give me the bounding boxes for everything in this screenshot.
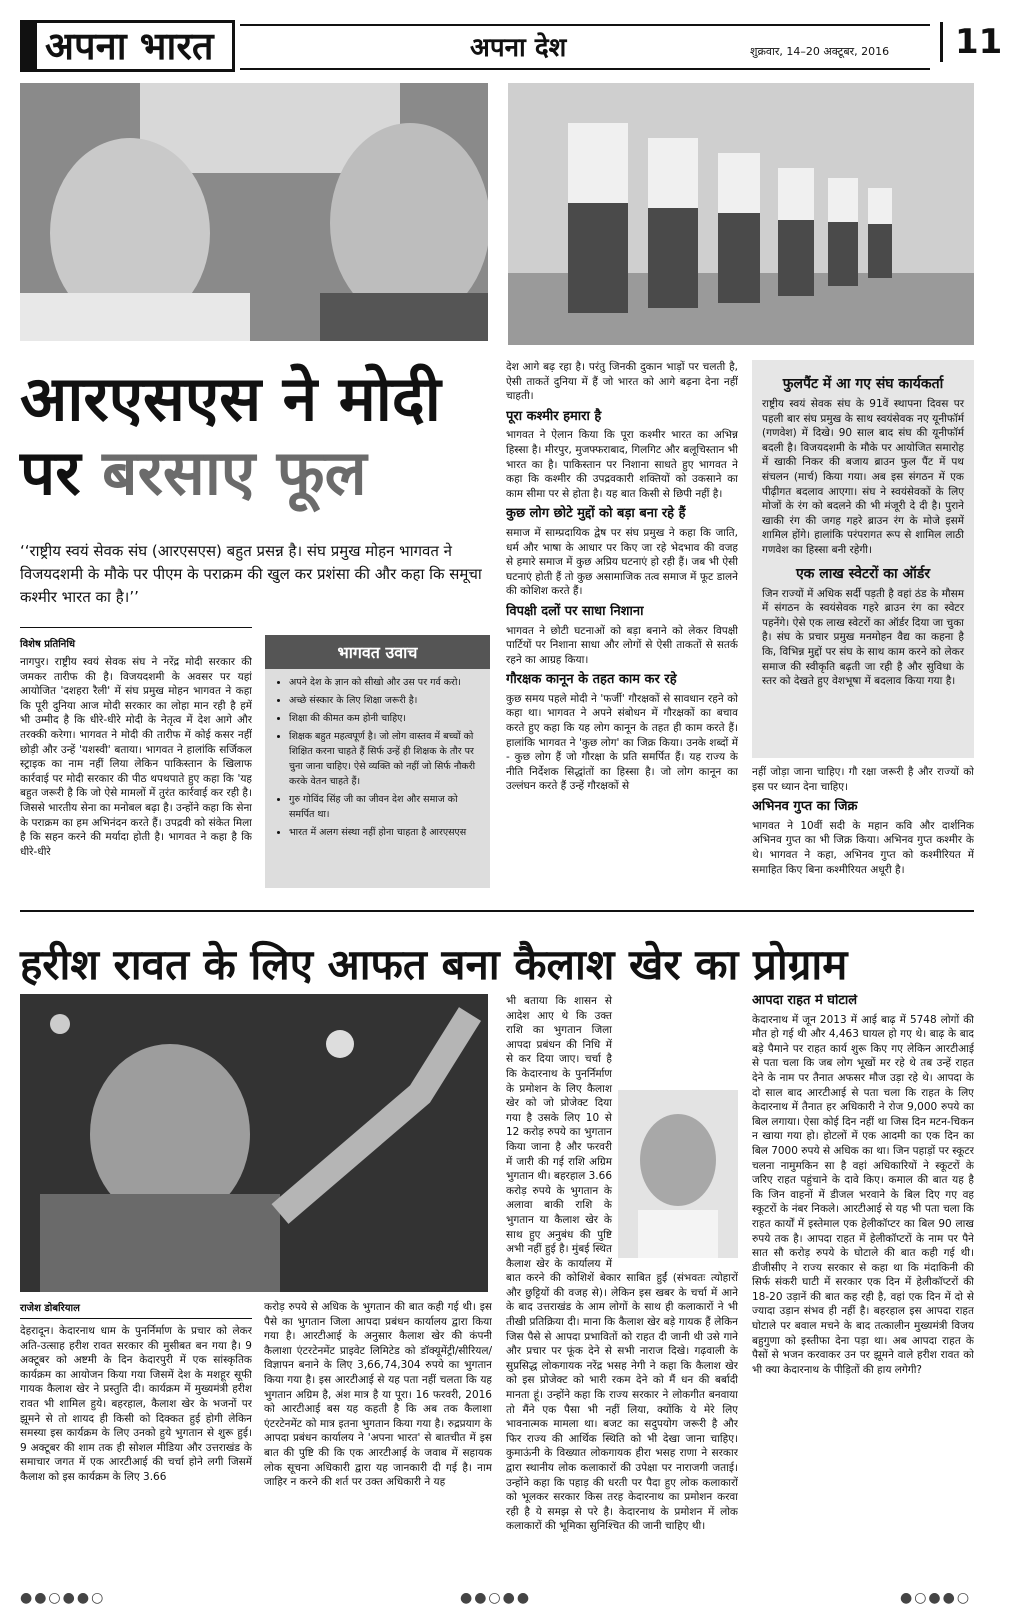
story1-col2 [506, 360, 738, 890]
relief-scam-text: केदारनाथ में जून 2013 में आई बाढ़ में 5748 लोगों की मौत हो गई थी और 4,463 घायल हो गए थे। बाढ़ के बाद बड़े पैमाने पर राहत कार्य शुरू किए गए लेकिन आरटीआई से पता चला कि जब लोग भूखों मर रहे थे तब उन्हें राहत देने के नाम पर तैनात अफसर मौज उड़ा रहे थे। आपदा के दो साल बाद आरटीआई से पता चला कि राहत के लिए केदारनाथ में तैनात हर अधिकारी ने रोज 9,000 रुपये का बिल लगाया। ऐसा कोई दिन नहीं था जिस दिन मटन-चिकन न खाया गया हो। होटलों में एक आदमी का एक दिन का बिल 7000 रुपये से अधिक का था। जिन पहाड़ों पर स्कूटर चलना नामुमकिन सा है वहां अधिकारियों ने स्कूटरों के जरिए राहत पहुंचाने के दावे किए। कमाल की बात यह है कि जिन वाहनों में डीजल भरवाने के बिल दिए गए वह स्कूटरों के नंबर निकले। आरटीआई से यह भी पता चला कि राहत कार्यों में इस्तेमाल एक हेलीकॉप्टर का बिल 90 लाख रुपये तक है। आपदा राहत में हेलीकॉप्टरों के नाम पर पैने सात सौ करोड़ रुपये के घोटाले की बात कही गई थी। डीजीसीए ने राज्य सरकार से कहा था कि मंदाकिनी की सिर्फ संकरी घाटी में सरकार एक दिन में हेलीकॉप्टरों की 18-20 उड़ानें की बात कह रही है, वहां एक दिन में दो से ज्यादा उड़ान संभव ही नहीं है। बहरहाल इस आपदा राहत घोटाले पर बवाल मचने के बाद तत्कालीन मुख्यमंत्री विजय बहुगुणा को इस्तीफा देना पड़ा था। अब आपदा राहत के पैसों से भजन करवाकर उन पर झूमने वाले हरीश रावत को भी क्या केदारनाथ के पीड़ितों की हाय लगेगी? [752, 1013, 974, 1376]
page-number: 11 [940, 22, 1002, 62]
story2-headline: हरीश रावत के लिए आफत बना कैलाश खेर का प्रोग्राम [20, 940, 848, 989]
sidebar-title-uniform: फुलपैंट में आ गए संघ कार्यकर्ता [782, 376, 944, 392]
story1-col1: नागपुर। राष्ट्रीय स्वयं सेवक संघ ने नरेंद्र मोदी सरकार की जमकर तारीफ की है। विजयदशमी के अवसर पर यहां आयोजित 'दशहरा रैली' में संघ प्रमुख मोहन भागवत ने कहा कि पूरी दुनिया आज मोदी सरकार का लोहा मान रही है हमें भी उम्मीद है कि धीरे-धीरे मोदी के नेतृत्व में देश आगे और तरक्की करेगा। भागवत ने मोदी की तारीफ में कोई कसर नहीं छोड़ी और उन्हें 'यशस्वी' बताया। भागवत ने हालांकि सर्जिकल स्ट्राइक का नाम नहीं लिया लेकिन पाकिस्तान के खिलाफ कार्रवाई पर मोदी सरकार की पीठ थपथपाते हुए कहा कि 'यह बहुत जरूरी है कि जो ऐसे मामलों में तुरंत कार्रवाई कर रही है। जिससे भारतीय सेना का मनोबल बढ़ा है। उन्होंने कहा कि सेना के पराक्रम का हम अभिनंदन करते हैं। उपद्रवी को संकेत मिला है कि सहन करने की मर्यादा होती है। भागवत ने कहा है कि धीरे-धीरे [20, 656, 252, 858]
masthead-center-title: अपना देश [470, 33, 567, 63]
opposition-text: भागवत ने छोटी घटनाओं को बड़ा बनाने को लेकर विपक्षी पार्टियों पर निशाना साधा और लोगों से ऐसी ताकतों से सतर्क रहने का आग्रह किया। [506, 624, 738, 666]
story1-col2-intro: देश आगे बढ़ रहा है। परंतु जिनकी दुकान भाड़ों पर चलती है, ऐसी ताकतें दुनिया में हैं जो भारत को आगे बढ़ना देना नहीं चाहती। [506, 361, 738, 403]
photo-march [508, 83, 974, 345]
masthead-rule-bottom [240, 68, 930, 70]
quote-item: • शिक्षा की कीमत कम होनी चाहिए। [289, 711, 482, 726]
quote-list [265, 675, 490, 840]
story1-headline-line1: आरएसएस ने मोदी [20, 362, 441, 435]
issue-date: शुक्रवार, 14–20 अक्टूबर, 2016 [750, 45, 890, 58]
quote-box [265, 635, 490, 888]
story1-headline-part-b: बरसाए फूल [102, 436, 367, 509]
photo-march-image [508, 83, 974, 345]
story1-headline-line2 [20, 436, 441, 510]
footer-dots-right: ●○●●○ [900, 1590, 972, 1606]
subhead-abhinav: अभिनव गुप्त का जिक्र [752, 799, 858, 815]
story1-deck: ‘‘राष्ट्रीय स्वयं सेवक संघ (आरएसएस) बहुत प्रसन्न है। संघ प्रमुख मोहन भागवत ने विजयदशमी के मौके पर पीएम के पराक्रम की खुल कर प्रशंसा की और कहा कि समूचा कश्मीर भारत का है।’’ [20, 542, 482, 606]
story1-headline-part-a: पर [20, 436, 103, 509]
story2-col1: देहरादून। केदारनाथ धाम के पुनर्निर्माण के प्रचार को लेकर अति-उत्साह हरीश रावत सरकार की मुसीबत बन गया है। 9 अक्टूबर को अष्टमी के दिन केदारपुरी में एक सांस्कृतिक कार्यक्रम का आयोजन किया गया जिसमें देश के मशहूर सूफी गायक कैलाश खेर ने प्रस्तुति दी। कार्यक्रम में मुख्यमंत्री हरीश रावत भी शामिल हुये। बहरहाल, कैलाश खेर के भजनों पर झूमने से तो शायद ही किसी को दिक्कत हुई होगी लेकिन समस्या इस कार्यक्रम के लिए उनको हुये भुगतान से शुरू हुई। 9 अक्टूबर की शाम तक ही सोशल मीडिया और उत्तराखंड के समाचार जगत में एक आरटीआई की चर्चा होने लगी जिसमें कैलाश को इस कार्यक्रम के लिए 3.66 [20, 1325, 252, 1483]
subhead-opposition: विपक्षी दलों पर साधा निशाना [506, 603, 644, 619]
quote-item: • गुरु गोविंद सिंह जी का जीवन देश और समाज को समर्पित था। [289, 792, 482, 822]
photo-politician-image [618, 1090, 738, 1258]
sidebar-text-sweaters: जिन राज्यों में अधिक सर्दी पड़ती है वहां ठंड के मौसम में संगठन के स्वयंसेवक गहरे ब्राउन रंग का स्वेटर पहनेंगे। ऐसे एक लाख स्वेटरों का ऑर्डर दिया जा चुका है। संघ के प्रचार प्रमुख मनमोहन वैद्य का कहना है कि, विभिन्न मुद्दों पर संघ के साथ काम करने को लेकर समाज की स्वीकृति बढ़ती जा रही है और सुविधा के स्तर को देखते हुए वेशभूषा में बदलाव किया गया है। [762, 587, 964, 688]
story1-col3 [752, 765, 974, 890]
section-divider [20, 910, 974, 912]
story2-col2: करोड़ रुपये से अधिक के भुगतान की बात कही गई थी। इस पैसे का भुगतान जिला आपदा प्रबंधन कार्यालय द्वारा किया गया है। आरटीआई के अनुसार कैलाश खेर की कंपनी कैलाशा एंटरटेनमेंट प्राइवेट लिमिटेड को डॉक्यूमेंट्री/सीरियल/विज्ञापन बनाने के लिए 3,66,74,304 रुपये का भुगतान किया गया है। इस आरटीआई से यह पता नहीं चलता कि यह भुगतान अग्रिम है, अंश मात्र है या पूरा। 16 फरवरी, 2016 को आरटीआई बस यह कहती है कि अब तक कैलाशा एंटरटेनमेंट को मात्र इतना भुगतान किया गया है। रुद्रप्रयाग के आपदा प्रबंधन कार्यालय ने 'अपना भारत' से बातचीत में इस बात की पुष्टि की कि एक आरटीआई के जवाब में सहायक लोक सूचना अधिकारी द्वारा यह जानकारी दी गई है। नाम जाहिर न करने की शर्त पर उक्त अधिकारी ने यह [264, 1301, 492, 1489]
photo-leaders-image [20, 83, 488, 341]
photo-singer [20, 994, 488, 1292]
subhead-relief-scam: आपदा राहत में घोटाले [752, 994, 858, 1008]
quote-box-title: भागवत उवाच [265, 635, 490, 669]
section-title: अपना भारत [20, 20, 235, 72]
story2-col3-text: भी बताया कि शासन से आदेश आए थे कि उक्त राशि का भुगतान जिला आपदा प्रबंधन की निधि में से कर दिया जाए। चर्चा है कि केदारनाथ के पुनर्निर्माण के प्रमोशन के लिए कैलाश खेर को जो प्रोजेक्ट दिया गया है उसके लिए 10 से 12 करोड़ रुपये का भुगतान किया जाना है और फरवरी में जारी की गई राशि अग्रिम भुगतान थी। बहरहाल 3.66 करोड़ रुपये के भुगतान के अलावा बाकी राशि के भुगतान या कैलाश खेर के साथ हुए अनुबंध की पुष्टि अभी नहीं हुई है। मुंबई स्थित कैलाश खेर के कार्यालय में बात करने की कोशिशें बेकार साबित हुईं (संभवतः त्योहारों और छुट्टियों की वजह से)। लेकिन इस खबर के चर्चा में आने के बाद उत्तराखंड के आम लोगों के साथ ही कलाकारों ने भी तीखी प्रतिक्रिया दी। माना कि कैलाश खेर बड़े गायक हैं लेकिन जिस पैसे से आपदा प्रभावितों को राहत दी जानी थी उसे गाने और प्रचार पर फूंक देने से सभी नाराज दिखे। गढ़वाली के सुप्रसिद्ध लोकगायक नरेंद्र भसह नेगी ने कहा कि कैलाश खेर को इस प्रोजेक्ट को भारी रकम देने को मैं धन की बर्बादी मानता हूं। उन्होंने कहा कि राज्य सरकार ने लोकगीत बनवाया तो मैंने एक पैसा भी नहीं लिया, क्योंकि ये मेरे लिए भावनात्मक मामला था। बजट का सदुपयोग जरूरी है और फिर राज्य की आर्थिक स्थिति को भी देखा जाना चाहिए। कुमाऊंनी के विख्यात लोकगायक हीरा भसह राणा ने सरकार द्वारा स्थानीय लोक कलाकारों की उपेक्षा पर नाराजगी जताई। उन्होंने कहा कि पहाड़ की धरती पर पैदा हुए लोक कलाकारों को भूलकर सरकार किस तरह केदारनाथ का प्रमोशन करवा रही है ये समझ से परे है। केदारनाथ के प्रमोशन में लोक कलाकारों की भूमिका सुनिश्चित की जानी चाहिए थी। [506, 995, 738, 1533]
gau-continued: नहीं जोड़ा जाना चाहिए। गौ रक्षा जरूरी है और राज्यों को इस पर ध्यान देना चाहिए। [752, 766, 974, 793]
story2-col3 [506, 994, 738, 1582]
byline-rule [20, 627, 252, 628]
photo-leaders [20, 83, 488, 341]
abhinav-text: भागवत ने 10वीं सदी के महान कवि और दार्शनिक अभिनव गुप्त का भी जिक्र किया। अभिनव गुप्त कश्मीर के थे। भागवत ने कहा, अभिनव गुप्त को कश्मीरियत में समाहित किए बिना कश्मीरियत अधूरी है। [752, 819, 974, 876]
quote-item: • अच्छे संस्कार के लिए शिक्षा जरूरी है। [289, 693, 482, 708]
subhead-kashmir: पूरा कश्मीर हमारा है [506, 408, 602, 424]
quote-item: • शिक्षक बहुत महत्वपूर्ण है। जो लोग वास्तव में बच्चों को शिक्षित करना चाहते हैं सिर्फ उन्हें ही शिक्षक के तौर पर चुना जाना चाहिए। ऐसे व्यक्ति को नहीं जो सिर्फ नौकरी करके वेतन चाहते हैं। [289, 729, 482, 789]
subhead-gau: गौरक्षक कानून के तहत काम कर रहे [506, 672, 677, 688]
quote-item: • अपने देश के ज्ञान को सीखो और उस पर गर्व करो। [289, 675, 482, 690]
footer-dots-center: ●●○●● [460, 1590, 532, 1606]
uniform-sidebar [752, 360, 974, 758]
footer-dots-left: ●●○●●○ [20, 1590, 106, 1606]
quote-item: • भारत में अलग संस्था नहीं होना चाहता है आरएसएस [289, 825, 482, 840]
story1-byline: विशेष प्रतिनिधि [20, 639, 76, 650]
photo-singer-image [20, 994, 488, 1292]
story1-headline [20, 362, 441, 510]
byline-rule-2 [20, 1318, 252, 1319]
subhead-small-issues: कुछ लोग छोटे मुद्दों को बड़ा बना रहे हैं [506, 506, 686, 522]
masthead-rule-top [240, 24, 930, 26]
story2-byline: राजेश डोबरियाल [20, 1303, 80, 1314]
gau-text: कुछ समय पहले मोदी ने 'फर्जी' गौरक्षकों से सावधान रहने को कहा था। भागवत ने अपने संबोधन में गौरक्षकों का बचाव करते हुए कहा कि यह लोग कानून के तहत ही काम करते हैं। हालांकि भागवत ने 'कुछ लोग' का जिक्र किया। उनके शब्दों में - कुछ लोग हैं जो गौरक्षा के प्रति समर्पित हैं। यह राज्य के नीति निर्देशक सिद्धांतों का हिस्सा है। जो लोग कानून का उल्लंघन करते हैं उन्हें गौरक्षकों से [506, 692, 738, 793]
sidebar-text-uniform: राष्ट्रीय स्वयं सेवक संघ के 91वें स्थापना दिवस पर पहली बार संघ प्रमुख के साथ स्वयंसेवक नए यूनीफॉर्म (गणवेश) में दिखे। 90 साल बाद संघ की यूनीफॉर्म बदली है। विजयदशमी के मौके पर आयोजित समारोह में खाकी निकर की बजाय ब्राउन फुल पैंट में पथ संचलन (मार्च) किया गया। अब इस संगठन में एक पीढ़ीगत बदलाव आएगा। संघ ने स्वयंसेवकों के लिए मोजों के रंग को बदलने की भी मंजूरी दे दी है। पुराने खाकी रंग की जगह गहरे ब्राउन रंग के मोजे इसमें शामिल होंगे। हालांकि परंपरागत रूप से शामिल लाठी गणवेश का हिस्सा बनी रहेगी। [762, 398, 964, 556]
small-issues-text: समाज में साम्प्रदायिक द्वेष पर संघ प्रमुख ने कहा कि जाति, धर्म और भाषा के आधार पर किए जा रहे भेदभाव की वजह से हमारे समाज में कुछ अप्रिय घटनाएं हो रही हैं। जब भी ऐसी घटनाएं होती हैं तो कुछ असामाजिक तत्व समाज में फूट डालने की कोशिश करते हैं। [506, 526, 738, 598]
story2-col4 [752, 994, 974, 1582]
photo-politician [618, 1090, 738, 1258]
sidebar-title-sweaters: एक लाख स्वेटरों का ऑर्डर [795, 565, 931, 582]
kashmir-text: भागवत ने ऐलान किया कि पूरा कश्मीर भारत का अभिन्न हिस्सा है। मीरपुर, मुजफ्फराबाद, गिलगिट और बलूचिस्तान भी भारत का है। पाकिस्तान पर निशाना साधते हुए भागवत ने कहा कि कश्मीर की उपद्रवकारी शक्तियों को उकसाने का काम सीमा पर से होता है। यह बात किसी से छिपी नहीं है। [506, 429, 738, 500]
